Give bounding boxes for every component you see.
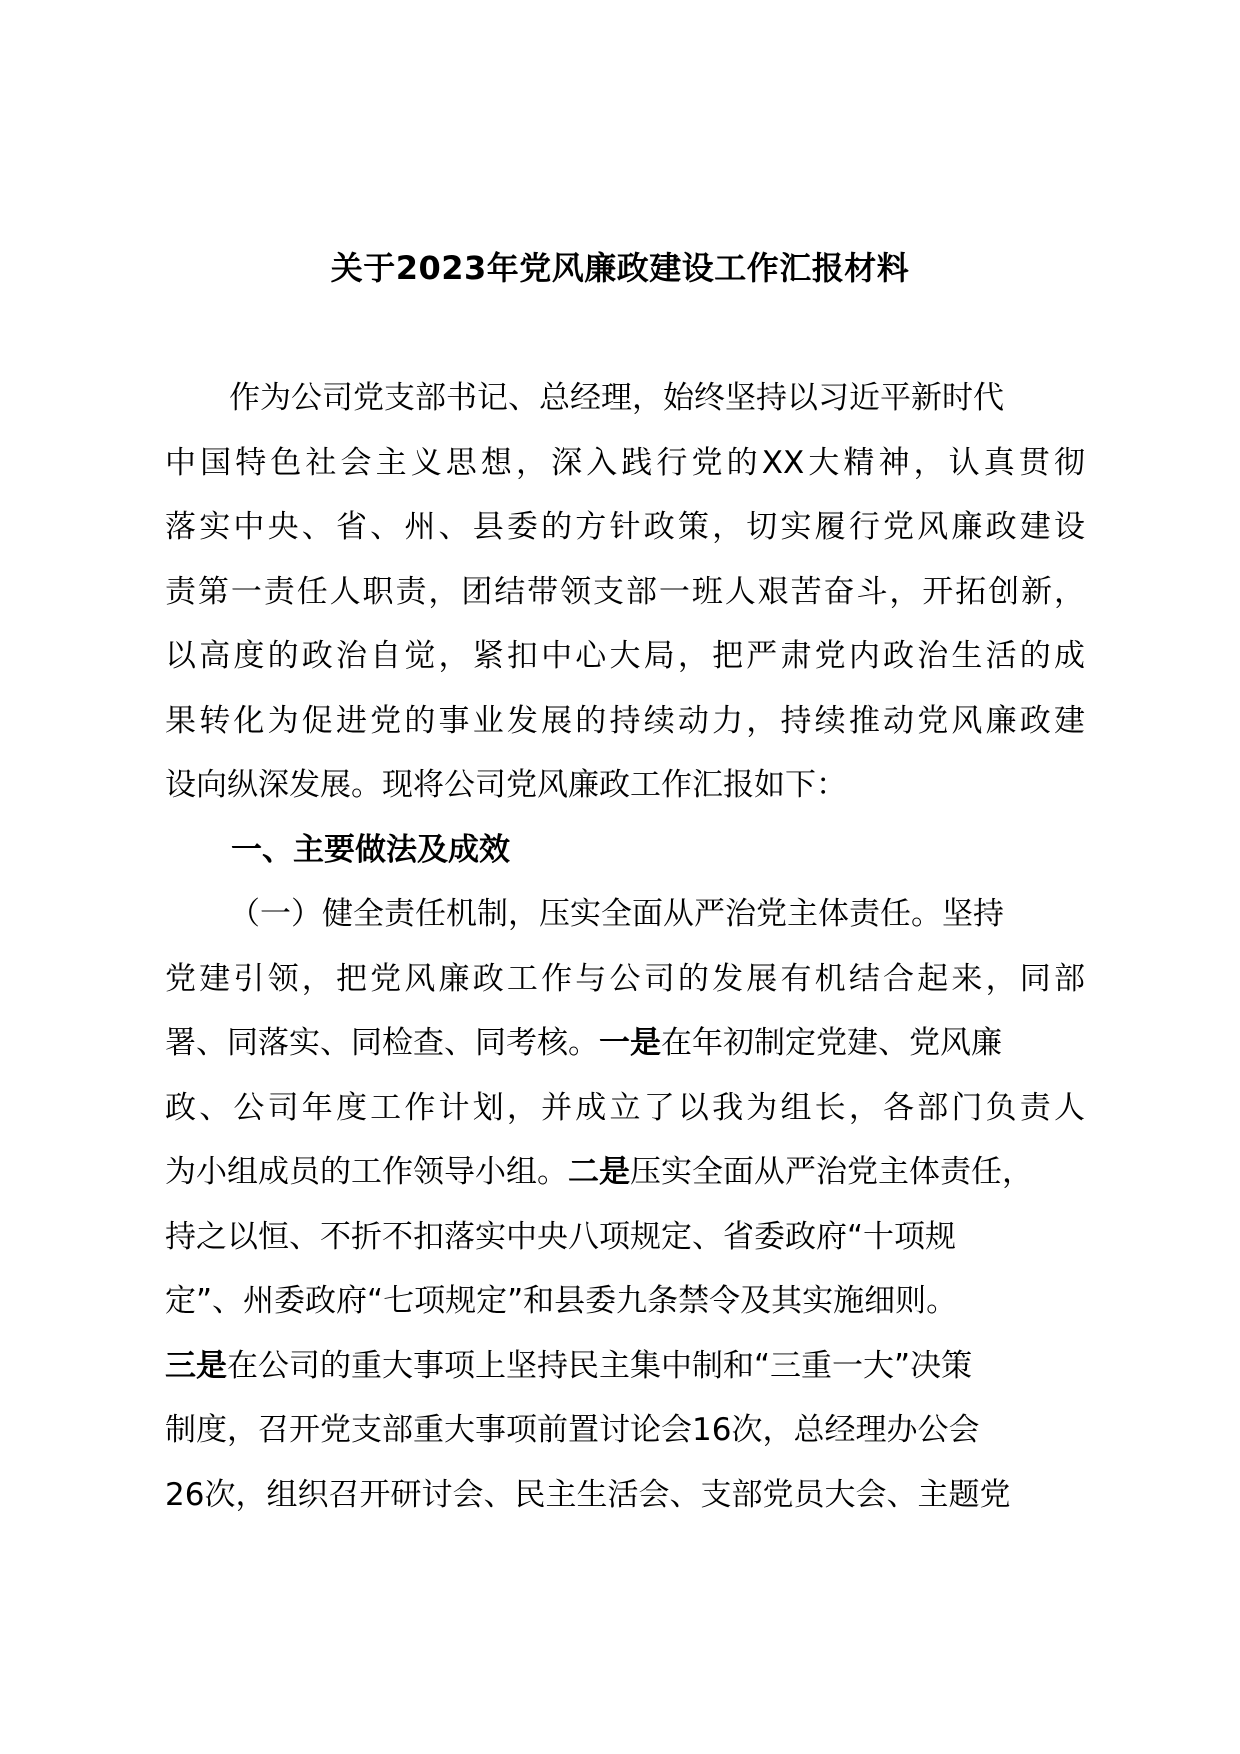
paragraph-line: 党建引领，把党风廉政工作与公司的发展有机结合起来，同部 — [165, 960, 1085, 997]
text-span: 署、同落实、同检查、同考核。 — [165, 1025, 599, 1061]
paragraph-line: 以高度的政治自觉，紧扣中心大局，把严肃党内政治生活的成 — [165, 638, 1085, 674]
section-heading: 一、主要做法及成效 — [231, 831, 510, 868]
paragraph-line: （一）健全责任机制，压实全面从严治党主体责任。坚持 — [229, 896, 1004, 932]
paragraph-line — [165, 1140, 1085, 1205]
emphasis-label: 二是 — [568, 1154, 630, 1190]
document-title: 关于2023年党风廉政建设工作汇报材料 — [330, 249, 910, 287]
emphasis-label: 一是 — [599, 1025, 661, 1061]
paragraph-line: 持之以恒、不折不扣落实中央八项规定、省委政府“十项规 — [165, 1218, 957, 1255]
paragraph-line: 中国特色社会主义思想，深入践行党的XX大精神，认真贯彻 — [165, 444, 1085, 481]
paragraph-line: 落实中央、省、州、县委的方针政策，切实履行党风廉政建设 — [165, 509, 1085, 545]
text-span: 压实全面从严治党主体责任， — [630, 1154, 1033, 1190]
text-span: 为小组成员的工作领导小组。 — [165, 1154, 568, 1190]
text-span: 在年初制定党建、党风廉 — [661, 1025, 1002, 1061]
paragraph-line — [165, 1011, 1085, 1076]
paragraph-line: 定”、州委政府“七项规定”和县委九条禁令及其实施细则。 — [165, 1283, 958, 1319]
paragraph-line: 作为公司党支部书记、总经理，始终坚持以习近平新时代 — [229, 380, 1004, 416]
document-body — [165, 366, 1085, 1527]
paragraph-line — [165, 1334, 1085, 1399]
paragraph-line: 制度，召开党支部重大事项前置讨论会16次，总经理办公会 — [165, 1412, 980, 1448]
paragraph-line: 26次，组织召开研讨会、民主生活会、支部党员大会、主题党 — [165, 1476, 1011, 1513]
paragraph-line: 设向纵深发展。现将公司党风廉政工作汇报如下： — [165, 767, 847, 803]
emphasis-label: 三是 — [165, 1347, 227, 1384]
paragraph-line: 果转化为促进党的事业发展的持续动力，持续推动党风廉政建 — [165, 702, 1085, 739]
paragraph-line: 政、公司年度工作计划，并成立了以我为组长，各部门负责人 — [165, 1089, 1085, 1126]
text-span: 在公司的重大事项上坚持民主集中制和“三重一大”决策 — [227, 1347, 973, 1384]
paragraph-line: 责第一责任人职责，团结带领支部一班人艰苦奋斗，开拓创新， — [165, 573, 1085, 610]
